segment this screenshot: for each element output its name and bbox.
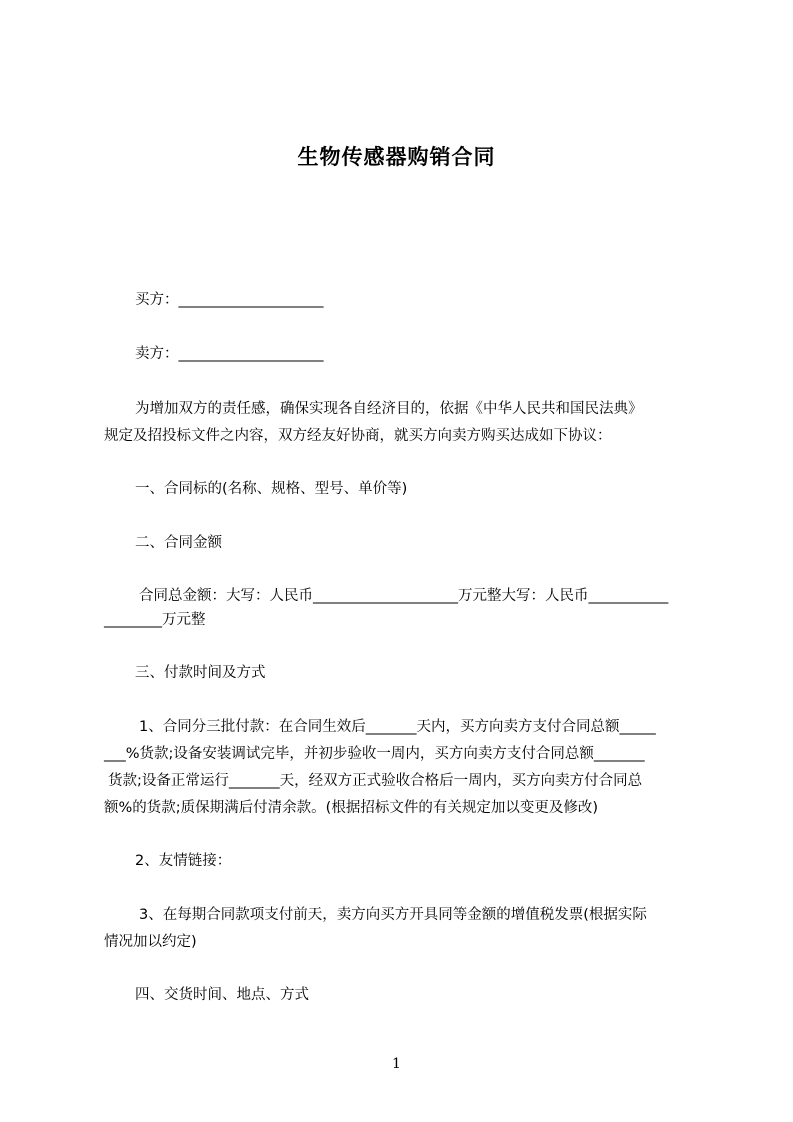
document-title: 生物传感器购销合同	[297, 145, 496, 169]
section-heading-2: 二、合同金额	[135, 535, 222, 551]
invoice-line-1: 3、在每期合同款项支付前天，卖方向买方开具同等金额的增值税发票(根据实际	[139, 907, 647, 923]
payment-line-4: 额%的货款;质保期满后付清余款。(根据招标文件的有关规定加以变更及修改)	[104, 800, 598, 816]
payment-line-3: 货款;设备正常运行_______天，经双方正式验收合格后一周内，买方向卖方付合同总	[108, 773, 643, 789]
section-heading-3: 三、付款时间及方式	[135, 665, 266, 681]
page-number: 1	[392, 1056, 401, 1072]
amount-line-1: 合同总金额：大写：人民币____________________万元整大写：人民币___________	[139, 588, 669, 604]
preamble-line-1: 为增加双方的责任感，确保实现各自经济目的，依据《中华人民共和国民法典》	[135, 401, 643, 417]
friendly-links-line: 2、友情链接：	[135, 853, 232, 869]
section-heading-4: 四、交货时间、地点、方式	[135, 987, 309, 1003]
invoice-line-2: 情况加以约定)	[104, 934, 197, 950]
payment-line-1: 1、合同分三批付款：在合同生效后_______天内，买方向卖方支付合同总额_____	[139, 719, 656, 735]
preamble-line-2: 规定及招投标文件之内容，双方经友好协商，就买方向卖方购买达成如下协议：	[104, 428, 612, 444]
payment-line-2: ___%货款;设备安装调试完毕，并初步验收一周内，买方向卖方支付合同总额_______	[104, 746, 645, 762]
section-heading-1: 一、合同标的(名称、规格、型号、单价等)	[135, 481, 408, 497]
seller-line: 卖方：____________________	[135, 346, 324, 362]
amount-line-2: ________万元整	[104, 612, 206, 628]
buyer-line: 买方：____________________	[135, 292, 324, 308]
